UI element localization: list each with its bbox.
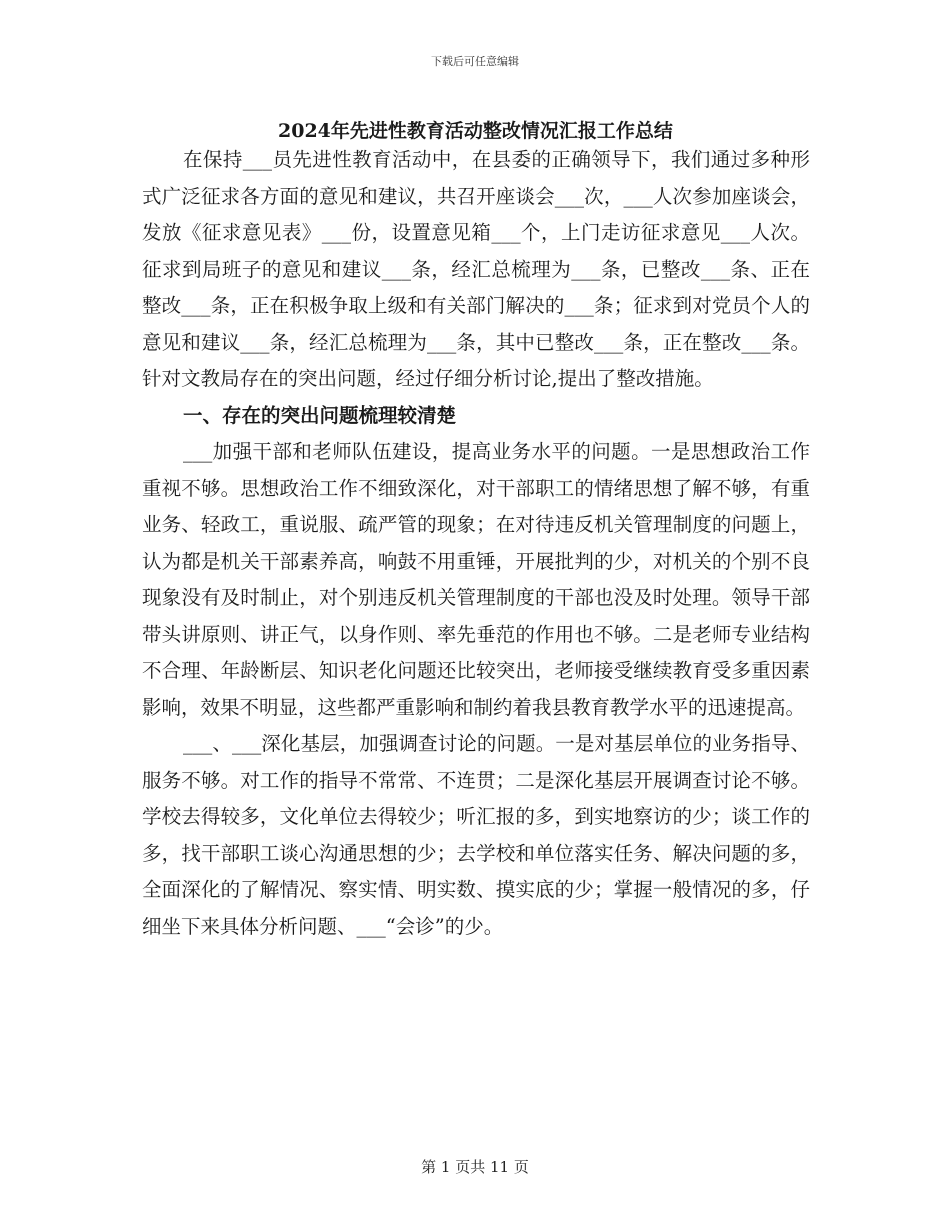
section-heading: 一、存在的突出问题梳理较清楚 (183, 403, 457, 427)
section-paragraph-1: ___加强干部和老师队伍建设，提高业务水平的问题。一是思想政治工作重视不够。思想政治工作不细致深化，对干部职工的情绪思想了解不够，有重业务、轻政工，重说服、疏严管的现象；在对待违反机关管理制度的问题上，认为都是机关干部素养高，响鼓不用重锤，开展批判的少，对机关的个别不良现象没有及时制止，对个别违反机关管理制度的干部也没及时处理。领导干部带头讲原则、讲正气，以身作则、率先垂范的作用也不够。二是老师专业结构不合理、年龄断层、知识老化问题还比较突出，老师接受继续教育受多重因素影响，效果不明显，这些都严重影响和制约着我县教育教学水平的迅速提高。 (142, 440, 810, 719)
header-note: 下载后可任意编辑 (431, 55, 519, 68)
document-body (142, 142, 810, 945)
document-title: 2024年先进性教育活动整改情况汇报工作总结 (278, 120, 673, 142)
section-paragraph-2: ___、___深化基层，加强调查讨论的问题。一是对基层单位的业务指导、服务不够。对工作的指导不常常、不连贯；二是深化基层开展调查讨论不够。学校去得较多，文化单位去得较少；听汇报的多，到实地察访的少；谈工作的多，找干部职工谈心沟通思想的少；去学校和单位落实任务、解决问题的多，全面深化的了解情况、察实情、明实数、摸实底的少；掌握一般情况的多，仔细坐下来具体分析问题、___“会诊”的少。 (142, 732, 810, 938)
intro-paragraph: 在保持___员先进性教育活动中，在县委的正确领导下，我们通过多种形式广泛征求各方面的意见和建议，共召开座谈会___次，___人次参加座谈会，发放《征求意见表》___份，设置意见箱___个，上门走访征求意见___人次。征求到局班子的意见和建议___条，经汇总梳理为___条，已整改___条、正在整改___条，正在积极争取上级和有关部门解决的___条；征求到对党员个人的意见和建议___条，经汇总梳理为___条，其中已整改___条，正在整改___条。针对文教局存在的突出问题，经过仔细分析讨论,提出了整改措施。 (142, 148, 810, 390)
page-footer: 第 1 页共 11 页 (421, 1158, 529, 1176)
